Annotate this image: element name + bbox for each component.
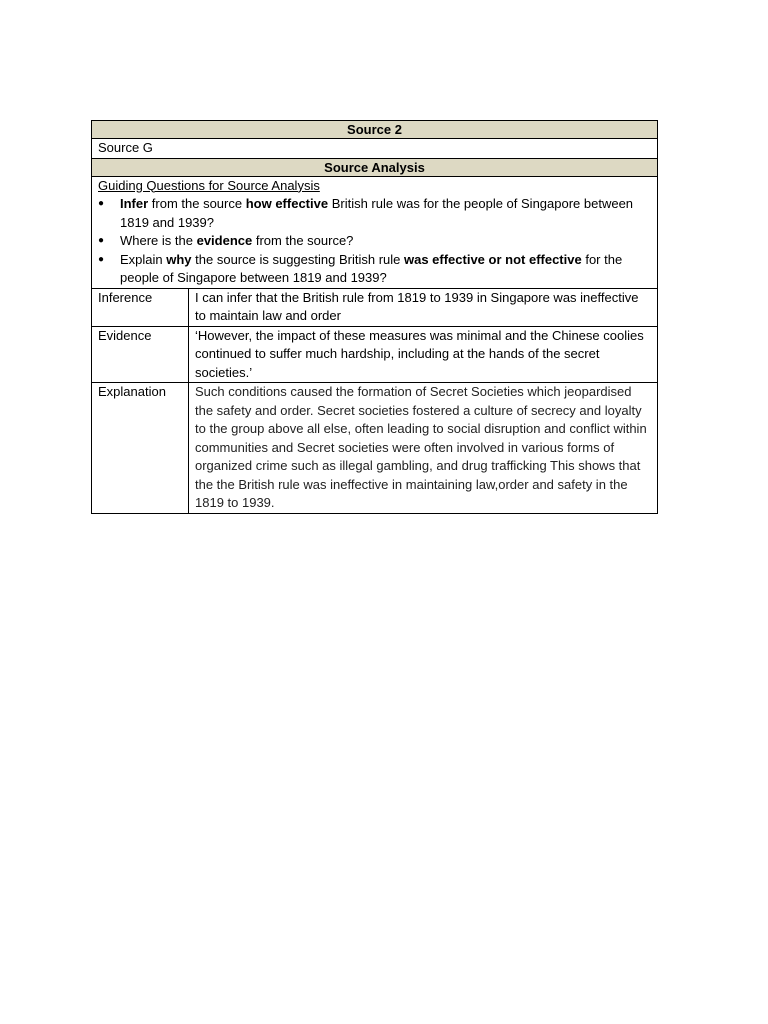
- analysis-header-row: [92, 158, 658, 176]
- guide-2-bold-evidence: evidence: [196, 233, 253, 248]
- guide-1-bold-infer: Infer: [120, 196, 149, 211]
- explanation-text: Such conditions caused the formation of Secret Societies which jeopardised the safety and order. Secret societies fostered a culture of secrecy and loyalty to the group above all else, often leading to social disruption and conflict within communities and Secret societies were often involved in various forms of organized crime such as illegal gambling, and drug trafficking This shows that the the British rule was ineffective in maintaining law,order and safety in the 1819 to 1939.: [189, 383, 658, 514]
- guiding-question-1: [98, 195, 651, 232]
- guiding-questions-list: [98, 195, 651, 288]
- guide-2-text-a: Where is the: [120, 233, 197, 248]
- bullet-icon: ●: [98, 235, 105, 246]
- guide-3-text-c: for the people of Singapore between 1819 and 1939?: [120, 251, 623, 285]
- guide-2-text-b: from the source?: [252, 233, 354, 248]
- inference-text: I can infer that the British rule from 1819 to 1939 in Singapore was ineffective to maintain law and order: [189, 288, 658, 326]
- guide-3-bold-why: why: [166, 251, 192, 267]
- explanation-label: Explanation: [92, 383, 189, 514]
- bullet-icon: ●: [98, 253, 105, 265]
- source-header-row: [92, 121, 658, 139]
- guide-1-bold-how-effective: how effective: [245, 196, 329, 211]
- explanation-row: [92, 383, 658, 514]
- guiding-question-2: [98, 232, 651, 251]
- evidence-row: [92, 326, 658, 383]
- evidence-text: ‘However, the impact of these measures was minimal and the Chinese coolies continued to suffer much hardship, including at the hands of the secret societies.’: [189, 326, 658, 383]
- source-analysis-table: [91, 120, 658, 514]
- guide-3-bold-effective: was effective or not effective: [403, 251, 582, 267]
- guiding-questions-row: [92, 176, 658, 288]
- guide-1-text-b: British rule was for the people of Singapore between 1819 and 1939?: [120, 196, 634, 230]
- evidence-label: Evidence: [92, 326, 189, 383]
- inference-label: Inference: [92, 288, 189, 326]
- source-name-row: [92, 139, 658, 159]
- guide-3-text-b: the source is suggesting British rule: [191, 251, 404, 267]
- source-name: Source G: [92, 139, 658, 159]
- inference-row: [92, 288, 658, 326]
- guide-1-text-a: from the source: [148, 196, 246, 211]
- guiding-question-3: [98, 251, 651, 288]
- guiding-questions-cell: [92, 176, 658, 288]
- analysis-header: Source Analysis: [92, 158, 658, 176]
- bullet-icon: ●: [98, 198, 105, 209]
- guiding-questions-title: Guiding Questions for Source Analysis: [98, 177, 320, 193]
- source-header: Source 2: [92, 121, 658, 139]
- guide-3-text-a: Explain: [120, 251, 167, 267]
